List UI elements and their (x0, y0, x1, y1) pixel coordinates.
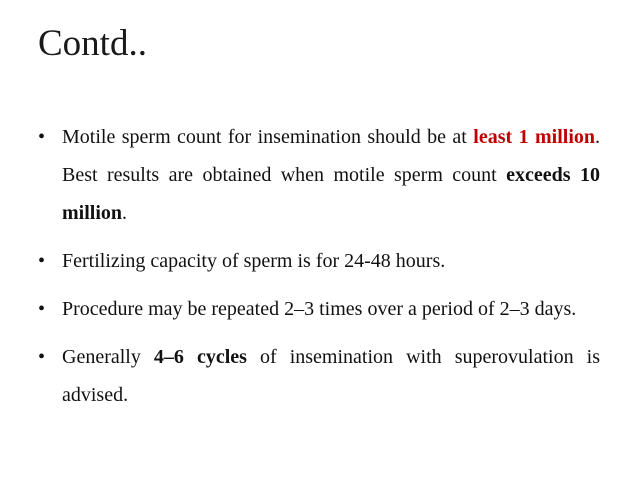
bullet-icon: • (38, 250, 46, 272)
emphasis-exceeds-10-million: exceeds 10 million (62, 164, 600, 224)
slide-title: Contd.. (38, 23, 147, 64)
bullet-icon: • (38, 346, 46, 368)
bullet-icon: • (38, 298, 46, 320)
bullet-text: Fertilizing capacity of sperm is for 24-48 hours. (62, 250, 446, 272)
bullet-item-fertilizing-capacity (38, 242, 600, 280)
bullet-item-sperm-count (38, 118, 600, 232)
bullet-text: . (122, 202, 128, 224)
bullet-item-cycles (38, 338, 600, 414)
bullet-text: Generally (62, 346, 154, 368)
bullet-text: Procedure may be repeated 2–3 times over a period of 2–3 days. (62, 298, 577, 320)
highlight-least-1-million: least 1 million (473, 126, 596, 148)
emphasis-4-6-cycles: 4–6 cycles (153, 346, 247, 368)
bullet-text: Motile sperm count for insemination should be at (62, 126, 474, 148)
bullet-item-procedure-repeat (38, 290, 600, 328)
bullet-list (38, 118, 600, 424)
bullet-text: . Best results are obtained when motile sperm count (62, 126, 601, 186)
bullet-text: of insemination with superovulation is advised. (62, 346, 600, 406)
bullet-icon: • (38, 126, 46, 148)
